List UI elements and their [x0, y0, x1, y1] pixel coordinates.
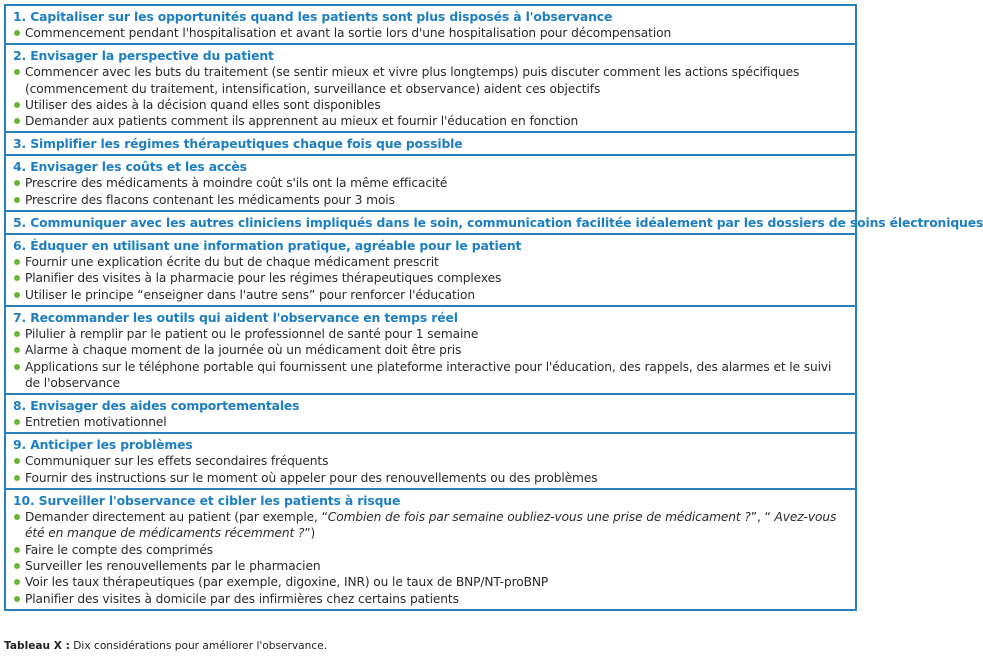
table-row [4, 156, 857, 212]
bullet-dot-icon [14, 579, 20, 585]
bullet-list [13, 254, 847, 303]
list-item [13, 287, 847, 303]
item-text: Planifier des visites à la pharmacie pour les régimes thérapeutiques complexes [25, 271, 502, 286]
table-caption [4, 640, 327, 652]
bullet-dot-icon [14, 364, 20, 370]
item-text: Voir les taux thérapeutiques (par exemple, digoxine, INR) ou le taux de BNP/NT-proBNP [25, 575, 549, 590]
list-item [13, 574, 847, 590]
list-item [13, 558, 847, 574]
bullet-dot-icon [14, 514, 20, 520]
list-item [13, 470, 847, 486]
list-item [13, 453, 847, 469]
bullet-list [13, 414, 847, 430]
italic-quote: Combien de fois par semaine oubliez-vous une prise de médicament ? [327, 510, 751, 525]
list-item [13, 270, 847, 286]
section-heading: 5. Communiquer avec les autres cliniciens impliqués dans le soin, communication facilitée idéalement par les dossiers de soins électroniques [13, 215, 983, 231]
bullet-dot-icon [14, 180, 20, 186]
caption-label: Tableau X : [4, 640, 70, 652]
list-item [13, 25, 847, 41]
bullet-list [13, 509, 847, 607]
item-text: ”, “ [750, 510, 775, 525]
section-heading: 9. Anticiper les problèmes [13, 437, 193, 453]
bullet-dot-icon [14, 259, 20, 265]
list-item [13, 97, 847, 113]
bullet-dot-icon [14, 547, 20, 553]
item-text: Prescrire des médicaments à moindre coût s'ils ont la même efficacité [25, 176, 448, 191]
item-text: Demander aux patients comment ils apprennent au mieux et fournir l'éducation en fonction [25, 114, 579, 129]
table-row [4, 235, 857, 307]
table-row [4, 6, 857, 45]
table-row [4, 45, 857, 133]
section-heading: 4. Envisager les coûts et les accès [13, 159, 247, 175]
list-item [13, 113, 847, 129]
list-item [13, 414, 847, 430]
item-text: Commencer avec les buts du traitement (se sentir mieux et vivre plus longtemps) puis discuter comment les actions spécifiques (commencement du traitement, intensification, surveillance et observance) aident ces objectifs [25, 65, 800, 96]
item-text: Faire le compte des comprimés [25, 542, 213, 557]
bullet-dot-icon [14, 275, 20, 281]
bullet-dot-icon [14, 292, 20, 298]
section-heading: 6. Éduquer en utilisant une information pratique, agréable pour le patient [13, 238, 522, 254]
table-row [4, 395, 857, 434]
table-row [4, 307, 857, 395]
bullet-list [13, 326, 847, 391]
list-item [13, 175, 847, 191]
bullet-dot-icon [14, 563, 20, 569]
bullet-dot-icon [14, 331, 20, 337]
section-heading: 7. Recommander les outils qui aident l'observance en temps réel [13, 309, 458, 325]
table-row [4, 133, 857, 156]
item-text: ”) [304, 526, 316, 541]
bullet-dot-icon [14, 458, 20, 464]
item-text: Planifier des visites à domicile par des infirmières chez certains patients [25, 591, 459, 606]
list-item [13, 542, 847, 558]
bullet-dot-icon [14, 347, 20, 353]
item-text: Utiliser le principe “enseigner dans l'autre sens” pour renforcer l'éducation [25, 287, 475, 302]
item-text: Utiliser des aides à la décision quand elles sont disponibles [25, 97, 381, 112]
table-row [4, 434, 857, 490]
bullet-dot-icon [14, 596, 20, 602]
list-item [13, 192, 847, 208]
caption-text: Dix considérations pour améliorer l'observance. [69, 640, 328, 652]
bullet-dot-icon [14, 475, 20, 481]
bullet-dot-icon [14, 30, 20, 36]
item-text: Surveiller les renouvellements par le pharmacien [25, 558, 321, 573]
item-text: Fournir des instructions sur le moment où appeler pour des renouvellements ou des problèmes [25, 470, 598, 485]
item-text: Demander directement au patient (par exemple, “ [25, 510, 328, 525]
item-text: Alarme à chaque moment de la journée où un médicament doit être pris [25, 343, 462, 358]
bullet-dot-icon [14, 69, 20, 75]
item-text: Entretien motivationnel [25, 415, 167, 430]
bullet-dot-icon [14, 197, 20, 203]
item-text: Fournir une explication écrite du but de chaque médicament prescrit [25, 255, 439, 270]
bullet-list [13, 453, 847, 486]
bullet-list [13, 175, 847, 208]
item-text: Commencement pendant l'hospitalisation et avant la sortie lors d'une hospitalisation pour décompensation [25, 26, 672, 40]
table-row [4, 490, 857, 611]
section-heading: 1. Capitaliser sur les opportunités quand les patients sont plus disposés à l'observance [13, 9, 613, 24]
bullet-dot-icon [14, 419, 20, 425]
section-heading: 8. Envisager des aides comportementales [13, 398, 300, 414]
list-item [13, 509, 847, 542]
list-item [13, 342, 847, 358]
section-heading: 3. Simplifier les régimes thérapeutiques chaque fois que possible [13, 136, 463, 152]
item-text: Applications sur le téléphone portable qui fournissent une plateforme interactive pour l'éducation, des rappels, des alarmes et le suivi de l'observance [25, 359, 832, 390]
table-row [4, 212, 983, 235]
considerations-table [4, 4, 983, 611]
list-item [13, 254, 847, 270]
bullet-dot-icon [14, 118, 20, 124]
italic-quote: Avez-vous été en manque de médicaments récemment ? [25, 510, 837, 541]
list-item [13, 326, 847, 342]
section-heading: 10. Surveiller l'observance et cibler les patients à risque [13, 493, 401, 509]
bullet-list [13, 64, 847, 129]
list-item [13, 64, 847, 97]
item-text: Communiquer sur les effets secondaires fréquents [25, 454, 329, 469]
list-item [13, 359, 847, 392]
list-item [13, 591, 847, 607]
item-text: Pilulier à remplir par le patient ou le professionnel de santé pour 1 semaine [25, 326, 479, 341]
bullet-dot-icon [14, 102, 20, 108]
section-heading: 2. Envisager la perspective du patient [13, 48, 274, 64]
bullet-list [13, 25, 847, 41]
item-text: Prescrire des flacons contenant les médicaments pour 3 mois [25, 192, 395, 207]
